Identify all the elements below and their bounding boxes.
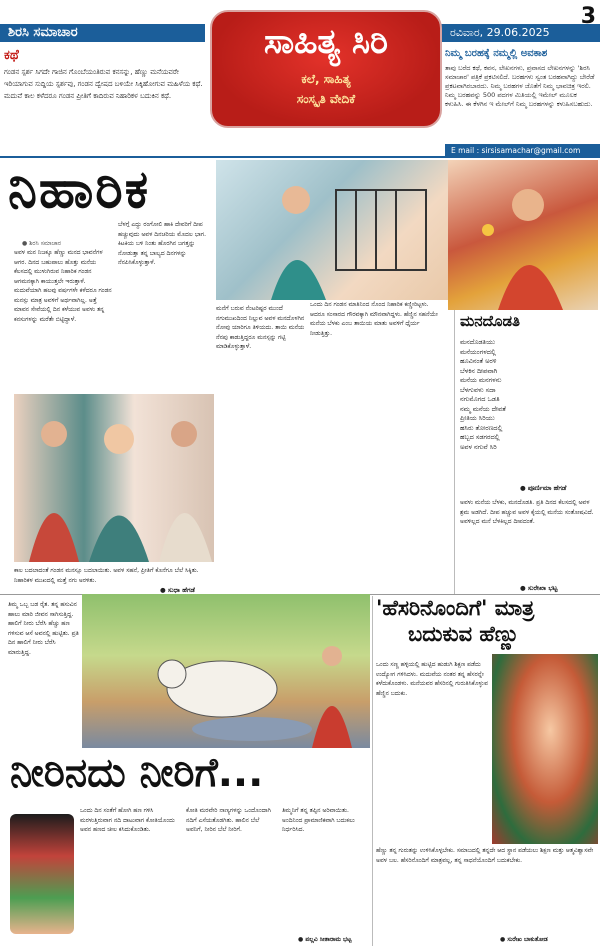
story1-title: ನಿಹಾರಿಕ [8, 160, 151, 220]
section-category: ಕಥೆ [4, 48, 19, 63]
header-rule [0, 156, 600, 158]
notice-body: ತಾವು ಬರೆದ ಕಥೆ, ಕವನ, ಲೇಖನಗಳು, ಪ್ರವಾಸದ ಲೇಖನಗಳನ್ನು 'ಶಿರಸಿ ಸಮಾಚಾರ' ಪತ್ರಿಕೆ ಪ್ರಕಟಿಸಲಿದೆ. ಬರಹಗಳು ಸ್ವಂತ ಬರಹವಾಗಿದ್ದು ಬೇರೆಡೆ ಪ್ರಕಟವಾಗಿರಬಾರದು. ನಿಮ್ಮ ಬರಹಗಳ ಜೊತೆಗೆ ನಿಮ್ಮ ಭಾವಚಿತ್ರ ಇರಲಿ. ನಿಮ್ಮ ಬರಹವನ್ನು 500 ಪದಗಳ ಮಿತಿಯಲ್ಲಿ ಇಮೇಲ್ ಮೂಲಕ ಕಳುಹಿಸಿ. ಈ ಕೆಳಗಿನ ಇ ಮೇಲ್‌ಗೆ ನಿಮ್ಮ ಬರಹಗಳನ್ನು ಕಳುಹಿಸಬಹುದು. [445, 64, 595, 108]
story1-column-5: ಕಾಲ ಬದಲಾದಂತೆ ಗಂಡನ ಮನಸ್ಸೂ ಬದಲಾಯಿತು. ಅವಳ ಸಹನೆ, ಪ್ರೀತಿಗೆ ಕೊನೆಗೂ ಬೆಲೆ ಸಿಕ್ಕಿತು. ನಿಹಾರಿಕಳ ಮುಖದಲ್ಲಿ ಮತ್ತೆ ನಗು ಅರಳಿತು. [14, 567, 199, 584]
logo-subtitle-1: ಕಲೆ, ಸಾಹಿತ್ಯ [301, 72, 351, 86]
story-intro: ಗಂಡನ ಸ್ಪರ್ಶ ಸಿಗದೇ ಗಾಜಿನ ಗೊಂಬೆಯಂತಿರುವ ಕನಸನ್ನು, ಹೆಣ್ಣು ಮನೆಯವರೇ ಇರಿಯಾಗುವ ಸುದ್ದಿಯ ಸ್ಪರ್ಶವು, ಗಂಡನ ದ್ವೇಷದ ಬಳಿಯೇ ಸಿಕ್ಕಿಹೋಗುವ ಮಹಿಳೆಯ ಕಥೆ. ಮದುವೆ ಕಾಲ ಕಳೆದರೂ ಗಂಡನ ಪ್ರೀತಿಗೆ ಕಾದಿರುವ ನಿಹಾರಿಕಳ ಬದುಕಿನ ಕಥೆ. [4, 68, 203, 100]
story1-column-2: ಬೆಳಗ್ಗೆ ಎದ್ದು ರಂಗೋಲಿ ಹಾಕಿ ದೇವರಿಗೆ ದೀಪ ಹಚ್ಚುವುದು ಅವಳ ದಿನಚರಿಯ ಮೊದಲ ಭಾಗ. ಕಿಟಕಿಯ ಬಳಿ ನಿಂತು ಹೊರಗಿನ ಜಗತ್ತನ್ನು ನೋಡುತ್ತಾ ತನ್ನ ಬಾಲ್ಯದ ದಿನಗಳನ್ನು ನೆನಪಿಸಿಕೊಳ್ಳುತ್ತಾಳೆ. [118, 221, 207, 266]
logo-title: ಸಾಹಿತ್ಯ ಸಿರಿ [264, 22, 388, 62]
story1-column-1: ಅವಳ ಮನ ನಿಜಕ್ಕೂ ಹೆಣ್ಣು ಮನದ ಭಾವನೆಗಳ ಆಗರ. ದಿನದ ಬಹುಪಾಲು ಹೊತ್ತು ಮನೆಯ ಕೆಲಸದಲ್ಲಿ ಮುಳುಗಿರುವ ನಿಹಾರಿಕ ಗಂಡನ ಆಗಮನಕ್ಕಾಗಿ ಕಾಯುತ್ತಲೇ ಇರುತ್ತಾಳೆ. ಮದುವೆಯಾಗಿ ಹಲವು ವರ್ಷಗಳೇ ಕಳೆದರೂ ಗಂಡನ ಮನಸ್ಸು ಮಾತ್ರ ಅವಳಿಗೆ ಅರ್ಥವಾಗಿಲ್ಲ. ಅತ್ತೆ ಮಾವನ ಸೇವೆಯಲ್ಲಿ ದಿನ ಕಳೆಯುವ ಅವಳು ತನ್ನ ಕನಸುಗಳನ್ನು ಮರೆತೇ ಬಿಟ್ಟಿದ್ದಾಳೆ. [14, 249, 112, 323]
window-grille-icon [216, 160, 448, 300]
column-divider [372, 596, 373, 946]
story4-title-line2: ಬದುಕುವ ಹೆಣ್ಣು [408, 622, 520, 646]
story3-column-4: ತಿಮ್ಮನಿಗೆ ತನ್ನ ತಪ್ಪಿನ ಅರಿವಾಯಿತು. ಅಂದಿನಿಂದ ಪ್ರಾಮಾಣಿಕವಾಗಿ ಬದುಕಲು ನಿರ್ಧರಿಸಿದ. [282, 807, 355, 833]
girl-at-window-illustration [216, 160, 448, 300]
story3-column-1: ತಿಮ್ಮ ಒಬ್ಬ ಬಡ ರೈತ. ತನ್ನ ಹಸುವಿನ ಹಾಲು ಮಾರಿ ಜೀವನ ಸಾಗಿಸುತ್ತಿದ್ದ. ಹಾಲಿಗೆ ನೀರು ಬೆರೆಸಿ ಹೆಚ್ಚು ಹಣ ಗಳಿಸುವ ಆಸೆ ಅವನಲ್ಲಿ ಹುಟ್ಟಿತು. ಪ್ರತಿ ದಿನ ಹಾಲಿಗೆ ನೀರು ಬೆರೆಸಿ ಮಾರುತ್ತಿದ್ದ. [8, 601, 79, 656]
page-number: 3 [580, 4, 596, 29]
story4-column-1: ಒಂದು ಸಣ್ಣ ಹಳ್ಳಿಯಲ್ಲಿ ಹುಟ್ಟಿದ ಹುಡುಗಿ ಶಿಕ್ಷಣ ಪಡೆದು ಉದ್ಯೋಗ ಗಳಿಸಿದಳು. ಮದುವೆಯ ನಂತರ ತನ್ನ ಹೆಸರನ್ನೇ ಕಳೆದುಕೊಂಡಳು. ಮನೆಯವರ ಹೆಸರಿನಲ್ಲಿ ಗುರುತಿಸಿಕೊಳ್ಳುವ ಹೆಣ್ಣಿನ ಬದುಕು. [376, 661, 488, 697]
three-women-illustration [14, 394, 214, 562]
poem-author: ● ಪೂರ್ಣಿಮಾ ಹೆಗಡೆ [520, 484, 567, 492]
story4-title-line1: 'ಹೆಸರಿನೊಂದಿಗೆ' ಮಾತ್ರ [376, 596, 535, 620]
notice-title: ನಿಮ್ಮ ಬರಹಕ್ಕೆ ನಮ್ಮಲ್ಲಿ ಅವಕಾಶ [445, 48, 548, 59]
poem-lines: ಮನದೊಡತಿಯು ಮನೆಯಂಗಳದಲ್ಲಿ ಹೂವಿನಂತೆ ಅರಳಿ ಬೆಳಕಿನ ದೀಪವಾಗಿ ಮನೆಯ ಮನಗಳನು ಬೆಳಗುವಳು ಸದಾ ನಗುಮೊಗದ ಒಡತಿ ನಮ್ಮ ಮನೆಯ ದೇವತೆ ಪ್ರೀತಿಯ ಸಿರಿಯು ಹಸಿರು ತೋರಣದಲ್ಲಿ ಹಬ್ಬದ ಸಡಗರದಲ್ಲಿ ಅವಳ ನಗುವೆ ಸಿರಿ [460, 338, 506, 451]
story1-byline: ● ಶಿರಸಿ ಸಮಾಚಾರ [22, 240, 62, 247]
story2-author: ● ಸುರೇಖಾ ಭಟ್ಟ [520, 584, 558, 592]
paper-name: ಶಿರಸಿ ಸಮಾಚಾರ [0, 24, 205, 42]
story1-author: ● ಸುಧಾ ಹೆಗಡೆ [160, 586, 195, 594]
story4-author: ● ಸುರೇಖ ಬಾಕುತೋಡ [500, 936, 548, 943]
girl-cartoon-illustration [10, 814, 74, 934]
poem-title: ಮನದೊಡತಿ [460, 312, 520, 330]
story3-column-3: ಕೋತಿ ಮರವೇರಿ ನಾಣ್ಯಗಳನ್ನು ಒಂದೊಂದಾಗಿ ನದಿಗೆ ಎಸೆಯತೊಡಗಿತು. ಹಾಲಿನ ಬೆಲೆ ಅವನಿಗೆ, ನೀರಿನ ಬೆಲೆ ನೀರಿಗೆ. [186, 807, 271, 833]
logo-subtitle-2: ಸಂಸ್ಕೃತಿ ವೇದಿಕೆ [296, 92, 356, 106]
email-link[interactable]: E mail : sirsisamachar@gmail.com [445, 144, 600, 158]
story3-title: ನೀರಿನದು ನೀರಿಗೆ... [10, 750, 264, 796]
woman-portrait-illustration [492, 654, 598, 844]
story1-column-3: ಮನೆಗೆ ಬರುವ ನೆಂಟರಿಷ್ಟರ ಮುಂದೆ ನಗುಮುಖದಿಂದ ನಿಲ್ಲುವ ಅವಳ ಮನದೊಳಗಿನ ನೋವು ಯಾರಿಗೂ ತಿಳಿಯದು. ತಾಯಿ ಮನೆಯ ನೆನಪು ಕಾಡುತ್ತಿದ್ದರೂ ಮನಸ್ಸನ್ನು ಗಟ್ಟಿ ಮಾಡಿಕೊಳ್ಳುತ್ತಾಳೆ. [216, 305, 305, 350]
story1-column-4: ಒಂದು ದಿನ ಗಂಡನ ಮಾತಿನಿಂದ ನೊಂದ ನಿಹಾರಿಕ ಕಣ್ಣೀರಿಟ್ಟಳು. ಆದರೂ ಸಂಸಾರದ ಗೌರವಕ್ಕಾಗಿ ಮೌನವಾಗಿದ್ದಳು. ಹೆಣ್ಣಿನ ಸಹನೆಯೇ ಮನೆಯ ಬೆಳಕು ಎಂಬ ತಾಯಿಯ ಮಾತು ಅವಳಿಗೆ ಧೈರ್ಯ ನೀಡುತ್ತಿತ್ತು. [310, 301, 438, 337]
story3-column-2: ಒಂದು ದಿನ ಸಂತೆಗೆ ಹೋಗಿ ಹಣ ಗಳಿಸಿ ಮರಳುತ್ತಿರುವಾಗ ನದಿ ದಾಟುವಾಗ ಕೋತಿಯೊಂದು ಅವನ ಹಣದ ಚೀಲ ಕಸಿದುಕೊಂಡಿತು. [80, 807, 175, 833]
column-divider [454, 310, 455, 594]
story2-body: ಅವಳು ಮನೆಯ ಬೆಳಕು, ಮನದೊಡತಿ. ಪ್ರತಿ ದಿನದ ಕೆಲಸದಲ್ಲಿ ಅವಳ ಶ್ರಮ ಅಡಗಿದೆ. ದೀಪ ಹಚ್ಚುವ ಅವಳ ಕೈಯಲ್ಲಿ ಮನೆಯ ಸಂತೋಷವಿದೆ. ಅವಳಿಲ್ಲದ ಮನೆ ಬೆಳಕಿಲ್ಲದ ದೀಪದಂತೆ. [460, 499, 594, 525]
story3-author: ● ಪಲ್ಲವಿ ಸೀತಾರಾಮ ಭಟ್ಟ [298, 936, 352, 943]
cow-village-illustration [82, 594, 370, 748]
story4-column-2: ಹೆಣ್ಣು ತನ್ನ ಗುರುತನ್ನು ಉಳಿಸಿಕೊಳ್ಳಬೇಕು. ಸಮಾಜದಲ್ಲಿ ತನ್ನದೇ ಆದ ಸ್ಥಾನ ಪಡೆಯಲು ಶಿಕ್ಷಣ ಮತ್ತು ಆತ್ಮವಿಶ್ವಾಸವೇ ಅವಳ ಬಲ. ಹೆಸರಿನೊಂದಿಗೆ ಮಾತ್ರವಲ್ಲ, ತನ್ನ ಸಾಧನೆಯೊಂದಿಗೆ ಬದುಕಬೇಕು. [376, 847, 594, 864]
issue-date: ರವಿವಾರ, 29.06.2025 [440, 24, 600, 42]
woman-with-lamp-illustration [448, 160, 598, 310]
